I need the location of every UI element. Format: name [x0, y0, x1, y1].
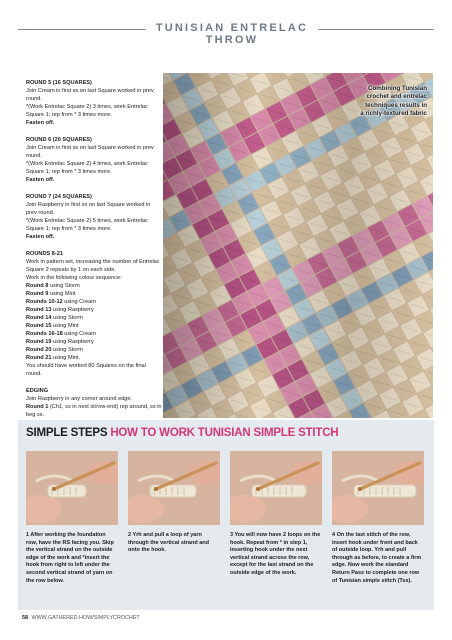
header-title: TUNISIAN ENTRELAC THROW — [155, 22, 309, 46]
step-1-photo — [26, 451, 118, 525]
caption-line: crochet and entrelac — [366, 93, 427, 101]
caption-line: Combining Tunisian — [367, 85, 427, 92]
step-number: 3 — [230, 532, 234, 538]
instruction-section — [26, 193, 162, 241]
steps-heading — [26, 427, 338, 439]
instruction-line: Join Cream in first ss on last Square worked in prev round. — [26, 88, 154, 102]
steps-heading-topic: HOW TO WORK TUNISIAN SIMPLE STITCH — [110, 427, 339, 439]
entrelac-throw-image — [163, 73, 433, 418]
instruction-line: Round 13 using Raspberry — [26, 307, 94, 313]
instruction-line: Round 9 using Mint — [26, 291, 76, 297]
step-4-photo — [332, 451, 424, 525]
instruction-line: Round 20 using Storm — [26, 347, 83, 353]
instruction-line: Round 19 using Raspberry — [26, 339, 94, 345]
step-4 — [332, 451, 424, 585]
photo-caption — [327, 85, 427, 119]
instruction-line: Round 8 using Storm — [26, 283, 80, 289]
section-heading: ROUND 6 (20 SQUARES) — [26, 137, 92, 143]
step-2 — [128, 451, 220, 555]
caption-line: a richly-textured fabric — [360, 110, 427, 118]
instruction-line: Fasten off. — [26, 234, 55, 240]
page-header — [0, 22, 452, 46]
step-3 — [230, 451, 322, 578]
header-rule-right — [318, 29, 434, 30]
instruction-line: Rounds 10-12 using Cream — [26, 299, 96, 305]
instruction-section — [26, 250, 162, 378]
caption-line: techniques results in — [365, 101, 427, 109]
simple-steps-panel — [18, 420, 434, 610]
instruction-line: Fasten off. — [26, 120, 55, 126]
instruction-line: You should have worked 80 Squares on the final round. — [26, 363, 146, 377]
throw-photo — [163, 73, 433, 418]
section-heading: EDGING — [26, 388, 49, 394]
page-number: 58 — [22, 615, 28, 621]
step-text: After working the foundation row, have the RS facing you. Skip the vertical strand on the outside edge of the work and *insert the hook from right to left under the second vertical strand of yarn on the row below. — [26, 532, 114, 584]
step-number: 2 — [128, 532, 132, 538]
instruction-line: Fasten off. — [26, 177, 55, 183]
section-heading: ROUNDS 8-21 — [26, 251, 63, 257]
section-heading: ROUND 7 (24 SQUARES) — [26, 194, 92, 200]
instruction-line: Join Cream in first ss on last Square worked in prev round. — [26, 145, 154, 159]
instruction-line: *(Work Entrelac Square 2) 4 times, work Entrelac Square 1; rep from * 3 times more. — [26, 161, 148, 175]
instruction-line: Round 14 using Storm — [26, 315, 83, 321]
instruction-line: *(Work Entrelac Square 2) 3 times, work Entrelac Square 1; rep from * 3 times more. — [26, 104, 148, 118]
instruction-line: Rounds 16-18 using Cream — [26, 331, 96, 337]
instruction-line: Round 21 using Mint. — [26, 355, 81, 361]
instruction-line: Round 15 using Mint — [26, 323, 79, 329]
instruction-line: Join Raspberry in first ss on last Square worked in prev round. — [26, 202, 151, 216]
instruction-line: *(Work Entrelac Square 2) 5 times, work Entrelac Square 1; rep from * 3 times more. — [26, 218, 148, 232]
step-3-photo — [230, 451, 322, 525]
step-text: Yrh and pull a loop of yarn through the vertical strand and onto the hook. — [128, 532, 209, 554]
section-heading: ROUND 5 (16 SQUARES) — [26, 80, 92, 86]
steps-heading-label: SIMPLE STEPS — [26, 427, 108, 439]
step-1 — [26, 451, 118, 585]
pattern-instructions — [26, 79, 162, 436]
step-number: 1 — [26, 532, 30, 538]
header-rule-left — [18, 29, 146, 30]
step-text: You will now have 2 loops on the hook. Repeat from * in step 1, inserting hook under the next vertical strand across the row, except for the last strand on the outside edge of the work. — [230, 532, 321, 576]
instruction-line: Join Raspberry in any corner around edge. — [26, 396, 133, 402]
instruction-section — [26, 79, 162, 127]
instruction-line: Work in the following colour sequence: — [26, 275, 122, 281]
footer-url: WWW.GATHERED.HOW/SIMPLYCROCHET — [31, 615, 140, 621]
step-2-photo — [128, 451, 220, 525]
instruction-line: Round 1 (Ch1, ss in next st/row-end) rep around, ss in beg ss. — [26, 404, 162, 418]
step-text: On the last stitch of the row, insert hook under front and back of outside loop. Yrh and pull through as before, to create a firm edge. Now work the standard Return Pass to complete one row of Tunisian simple stitch (Tss). — [332, 532, 422, 584]
instruction-section — [26, 136, 162, 184]
page-footer — [22, 615, 140, 621]
instruction-line: Work in pattern set, increasing the number of Entrelac Square 2 repeats by 1 on each side. — [26, 259, 160, 273]
step-number: 4 — [332, 532, 336, 538]
